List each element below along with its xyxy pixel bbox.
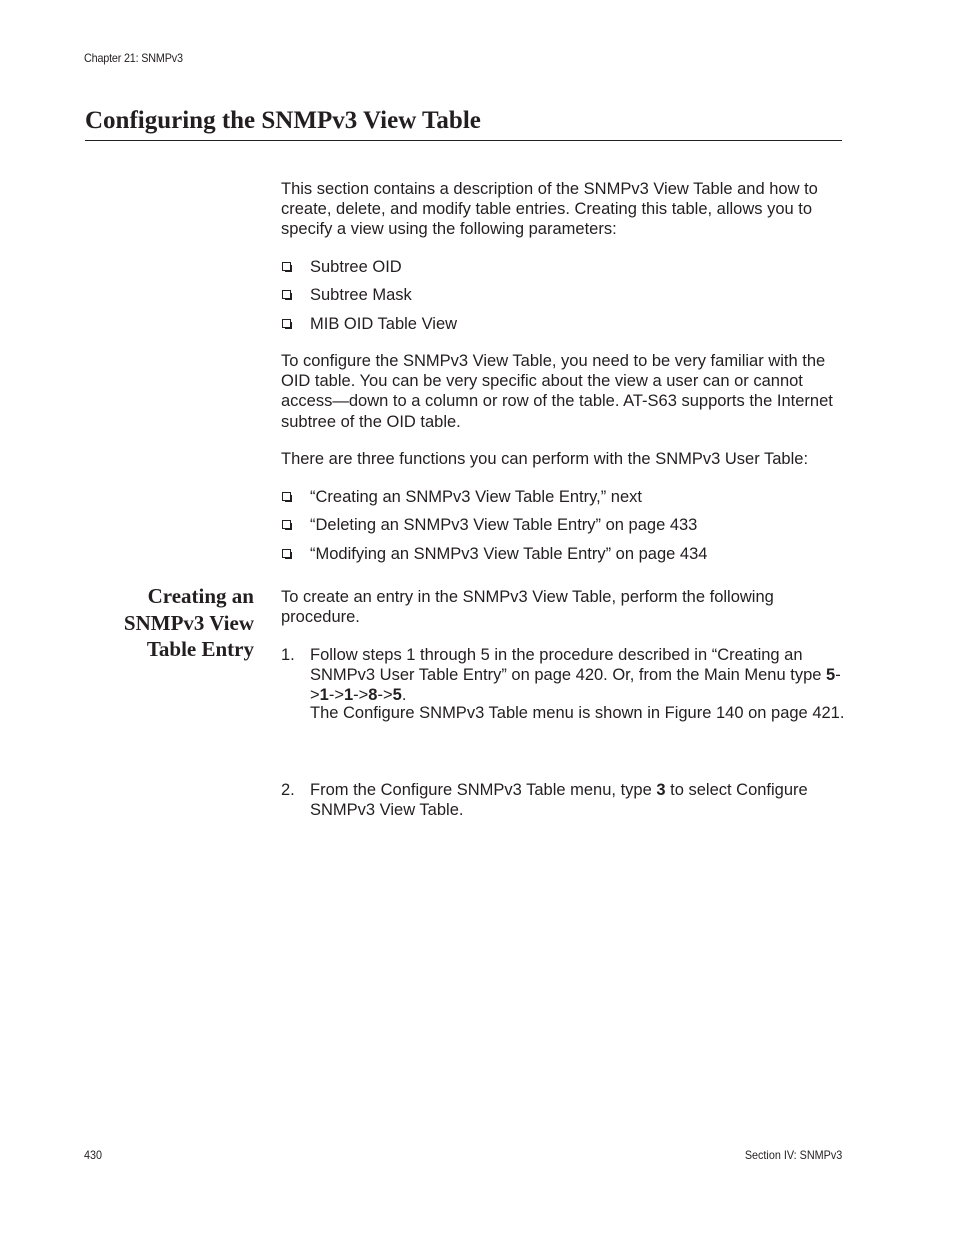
title-rule [85, 140, 842, 141]
list-item-label: Subtree Mask [310, 286, 412, 305]
step-number: 2. [281, 781, 295, 799]
section-heading-line: Table Entry [146, 637, 254, 661]
checkbox-bullet-icon [282, 262, 291, 271]
configure-paragraph: To configure the SNMPv3 View Table, you need to be very familiar with the OID table. You can be very specific about the view a user can or cannot access—down to a column or row of the table. AT-S63 supports the Internet subtree of the OID table. [281, 352, 833, 431]
key-separator: -> [353, 686, 369, 705]
section-heading [96, 583, 254, 663]
functions-paragraph: There are three functions you can perform with the SNMPv3 User Table: [281, 450, 809, 468]
list-item [281, 285, 846, 313]
intro-paragraph: This section contains a description of the SNMPv3 View Table and how to create, delete, and modify table entries. Creating this table, allows you to specify a view using the following parameters: [281, 180, 818, 239]
step-2-text-end: to select Configure SNMPv3 View Table. [310, 781, 808, 820]
section-intro: To create an entry in the SNMPv3 View Table, perform the following procedure. [281, 588, 774, 627]
page-number: 430 [84, 1148, 103, 1162]
step-item [281, 645, 846, 780]
key-separator: -> [328, 686, 344, 705]
list-item [281, 487, 846, 515]
section-heading-line: SNMPv3 View [123, 610, 254, 635]
checkbox-bullet-icon [282, 290, 291, 299]
link-deleting-entry[interactable]: “Deleting an SNMPv3 View Table Entry” on page 433 [310, 516, 698, 535]
list-item [281, 515, 846, 543]
footer-section: Section IV: SNMPv3 [744, 1148, 842, 1162]
list-item [281, 257, 846, 285]
menu-key: 5 [392, 686, 402, 705]
list-item-label: MIB OID Table View [310, 314, 458, 333]
list-item [281, 544, 846, 572]
menu-key: 8 [368, 686, 378, 705]
key-separator: -> [377, 686, 393, 705]
parameter-list [281, 257, 846, 351]
menu-key: 5 [826, 666, 836, 685]
checkbox-bullet-icon [282, 549, 291, 558]
step-number: 1. [281, 646, 295, 664]
checkbox-bullet-icon [282, 492, 291, 501]
step-text [310, 645, 846, 703]
section-heading-line: Creating an [147, 584, 254, 608]
step-note: The Configure SNMPv3 Table menu is shown in Figure 140 on page 421. [310, 704, 845, 722]
functions-list [281, 487, 846, 587]
step-end: . [401, 686, 407, 705]
link-modifying-entry[interactable]: “Modifying an SNMPv3 View Table Entry” on page 434 [310, 544, 708, 563]
step-1-text: Follow steps 1 through 5 in the procedure described in “Creating an SNMPv3 User Table Entry” on page 420. Or, from the Main Menu type [310, 646, 827, 685]
procedure-steps [281, 645, 846, 820]
link-creating-entry[interactable]: “Creating an SNMPv3 View Table Entry,” next [310, 488, 642, 506]
running-header: Chapter 21: SNMPv3 [84, 51, 183, 65]
checkbox-bullet-icon [282, 520, 291, 529]
body-column [281, 179, 846, 820]
page-title: Configuring the SNMPv3 View Table [85, 107, 481, 134]
key-separator: -> [310, 666, 841, 705]
menu-key: 3 [656, 781, 666, 799]
step-2-text: From the Configure SNMPv3 Table menu, type [310, 781, 657, 799]
menu-key: 1 [343, 686, 354, 705]
menu-key: 1 [319, 686, 329, 705]
list-item [281, 314, 846, 342]
list-item-label: Subtree OID [310, 258, 402, 276]
step-item [281, 780, 846, 820]
checkbox-bullet-icon [282, 319, 291, 328]
